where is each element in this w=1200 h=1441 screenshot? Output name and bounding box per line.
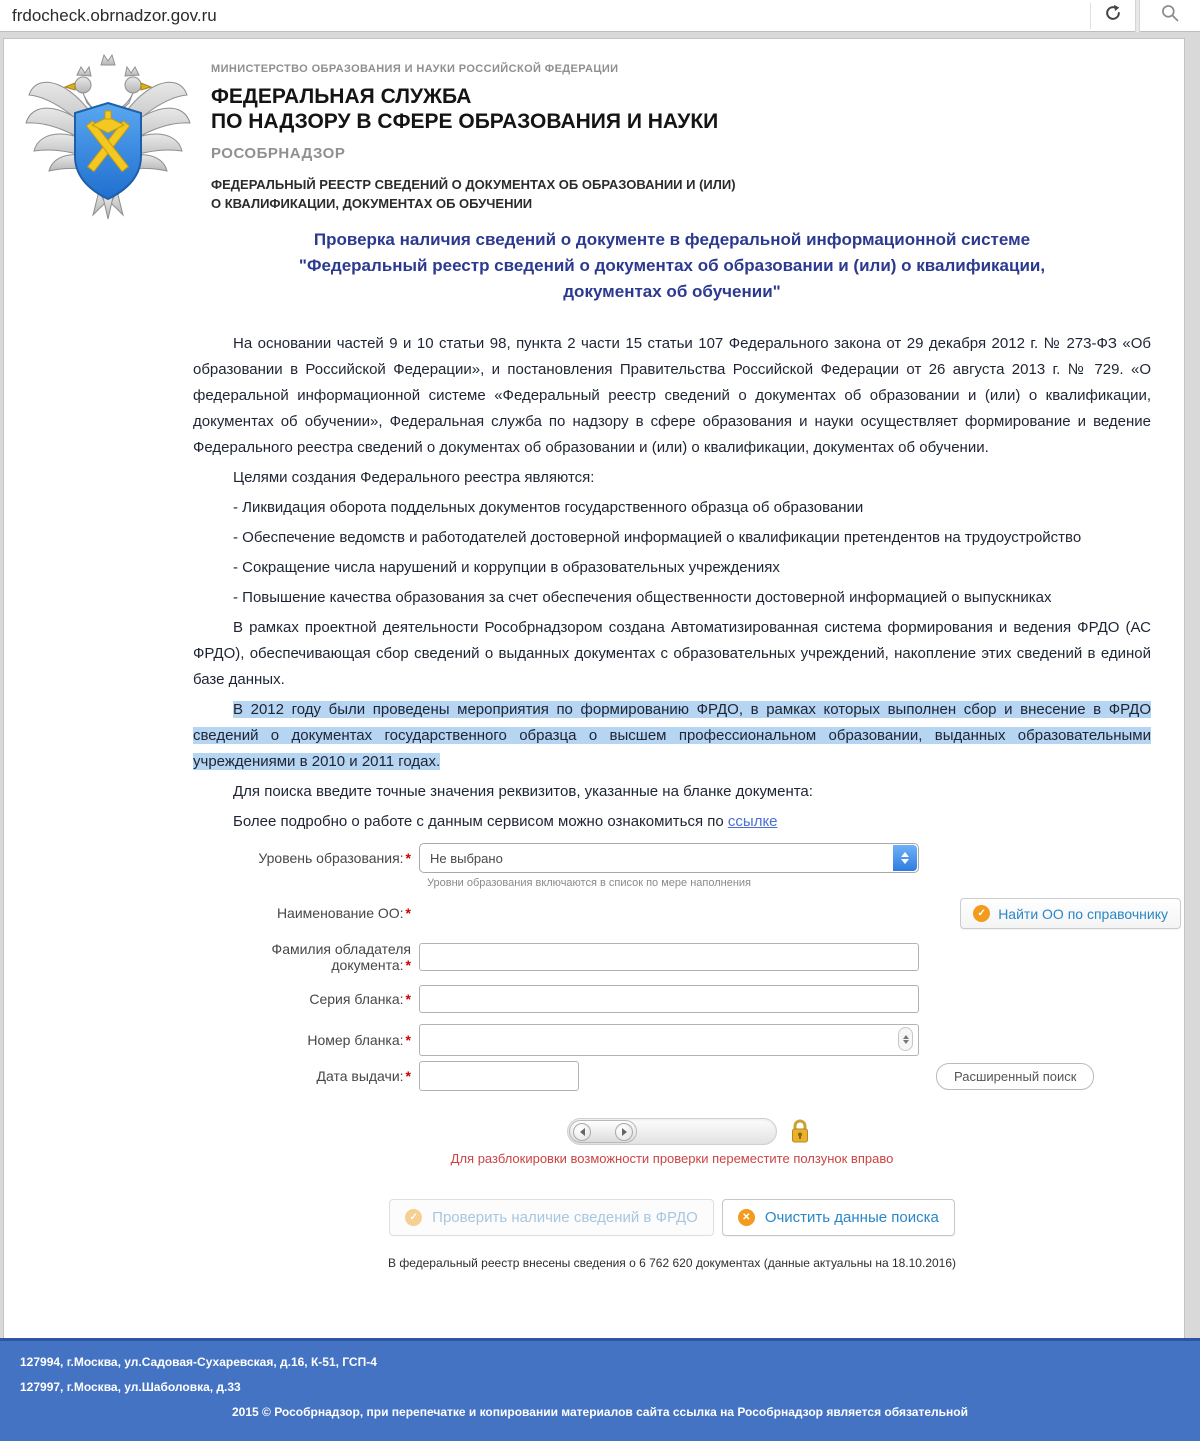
service-help-link[interactable]: ссылке — [727, 813, 778, 830]
goals-title: Целями создания Федерального реестра являются: — [233, 469, 595, 486]
site-footer — [0, 1338, 1200, 1441]
required-marker: * — [405, 957, 411, 973]
goal-item: - Повышение качества образования за счет обеспечения общественности достоверной информацией о выпускниках — [233, 589, 1052, 606]
footer-address-2: 127997, г.Москва, ул.Шаболовка, д.33 — [20, 1380, 241, 1394]
page-panel — [3, 38, 1185, 1338]
header-text-block — [197, 51, 736, 219]
slider-right-arrow-icon[interactable] — [615, 1123, 633, 1141]
issue-date-input[interactable] — [419, 1061, 579, 1091]
page-title: Проверка наличия сведений о документе в федеральной информационной системе "Федеральный реестр сведений о документах об образовании и (или) о квалификации, документах об обучении" — [298, 230, 1046, 301]
unlock-slider-handle[interactable] — [569, 1120, 637, 1143]
required-marker: * — [405, 1032, 411, 1048]
registry-name: ФЕДЕРАЛЬНЫЙ РЕЕСТР СВЕДЕНИЙ О ДОКУМЕНТАХ ОБ ОБРАЗОВАНИИ И (ИЛИ) О КВАЛИФИКАЦИИ, ДОКУМЕНТАХ ОБ ОБУЧЕНИИ — [211, 177, 736, 211]
find-org-button[interactable]: ✓ Найти ОО по справочнику — [960, 898, 1181, 929]
main-content — [193, 227, 1168, 1270]
number-input[interactable] — [419, 1024, 919, 1056]
search-button[interactable] — [1140, 0, 1200, 32]
select-stepper-icon — [893, 845, 917, 871]
actions-row — [193, 1199, 1151, 1236]
required-marker: * — [405, 991, 411, 1007]
slider-left-arrow-icon[interactable] — [573, 1123, 591, 1141]
ministry-name: МИНИСТЕРСТВО ОБРАЗОВАНИЯ И НАУКИ РОССИЙСКОЙ ФЕДЕРАЦИИ — [211, 63, 619, 75]
footer-copyright: 2015 © Рособрнадзор, при перепечатке и копировании материалов сайта ссылка на Рособрнадзор является обязательной — [232, 1405, 968, 1419]
service-name: ФЕДЕРАЛЬНАЯ СЛУЖБА ПО НАДЗОРУ В СФЕРЕ ОБРАЗОВАНИЯ И НАУКИ — [211, 85, 719, 133]
number-label: Номер бланка: * — [307, 1032, 411, 1048]
check-frdo-button[interactable]: ✓ Проверить наличие сведений в ФРДО — [389, 1199, 714, 1236]
org-name-row — [193, 898, 1168, 928]
rosobrnadzor-emblem-logo — [19, 51, 197, 219]
issue-date-row — [193, 1061, 1151, 1091]
education-level-note: Уровни образования включаются в список по мере наполнения — [427, 877, 752, 889]
goal-item: - Обеспечение ведомств и работодателей достоверной информацией о квалификации претендентов на трудоустройство — [233, 529, 1082, 546]
surname-row — [193, 941, 1151, 973]
series-row — [193, 985, 1151, 1013]
goal-item: - Сокращение числа нарушений и коррупции в образовательных учреждениях — [233, 559, 780, 576]
issue-date-label: Дата выдачи: * — [316, 1068, 411, 1084]
required-marker: * — [405, 850, 411, 866]
unlock-slider-track[interactable] — [567, 1118, 777, 1145]
footer-address-1: 127994, г.Москва, ул.Садовая-Сухаревская, д.16, К-51, ГСП-4 — [20, 1355, 377, 1369]
service-short-name: РОСОБРНАДЗОР — [211, 145, 346, 162]
slider-hint-text: Для разблокировки возможности проверки переместите ползунок вправо — [450, 1151, 894, 1166]
unlock-slider-section — [193, 1118, 1151, 1145]
search-icon — [1160, 3, 1180, 28]
education-level-row — [193, 843, 1151, 873]
more-info-line: Более подробно о работе с данным сервисом можно ознакомиться по ссылке — [233, 813, 778, 830]
intro-paragraph: На основании частей 9 и 10 статьи 98, пункта 2 части 15 статьи 107 Федерального закона от 29 декабря 2012 г. № 273-ФЗ «Об образовании в Российской Федерации», и постановления Правительства Российской Федерации от 26 августа 2013 г. № 729. «О федеральной информационной системе «Федеральный реестр сведений о документах об образовании и (или) о квалификации, документах об обучении», Федеральная служба по надзору в сфере образования и науки осуществляет формирование и ведение Федерального реестра сведений о документах об образовании и (или) о квалификации, документах об обучении. — [193, 335, 1151, 456]
series-input[interactable] — [419, 985, 919, 1013]
number-spinner-icon[interactable] — [898, 1027, 913, 1051]
highlighted-paragraph: В 2012 году были проведены мероприятия по формированию ФРДО, в рамках которых выполнен сбор и внесение в ФРДО сведений о документах государственного образца о высшем профессиональном образовании, выданных образовательными учреждениями в 2010 и 2011 годах. — [193, 701, 1151, 770]
lock-icon — [790, 1119, 810, 1144]
education-level-select[interactable] — [419, 843, 919, 873]
registry-stats-text: В федеральный реестр внесены сведения о 6 762 620 документах (данные актуальны на 18.10.2016) — [387, 1256, 957, 1270]
reload-button[interactable] — [1091, 0, 1135, 32]
education-level-value: Не выбрано — [430, 850, 503, 866]
advanced-search-button[interactable]: Расширенный поиск — [936, 1063, 1094, 1090]
frdo-paragraph: В рамках проектной деятельности Рособрнадзором создана Автоматизированная система формирования и ведения ФРДО (АС ФРДО), обеспечивающая сбор сведений о выданных документах с образовательных учреждений, накопление этих сведений в единой базе данных. — [193, 619, 1151, 688]
required-marker: * — [405, 905, 411, 921]
surname-input[interactable] — [419, 943, 919, 971]
required-marker: * — [405, 1068, 411, 1084]
check-circle-icon: ✓ — [973, 905, 990, 922]
surname-label: Фамилия обладателя документа: * — [271, 941, 411, 973]
close-circle-icon: ✕ — [738, 1209, 755, 1226]
goal-item: - Ликвидация оборота поддельных документов государственного образца об образовании — [233, 499, 864, 516]
search-instruction: Для поиска введите точные значения реквизитов, указанные на бланке документа: — [233, 783, 813, 800]
url-field[interactable]: frdocheck.obrnadzor.gov.ru — [12, 5, 217, 25]
browser-address-bar — [0, 0, 1200, 32]
clear-search-button[interactable]: ✕ Очистить данные поиска — [722, 1199, 955, 1236]
number-row — [193, 1024, 1151, 1056]
document-search-form — [193, 843, 1168, 1270]
check-circle-icon: ✓ — [405, 1209, 422, 1226]
education-level-label: Уровень образования: * — [258, 850, 411, 866]
org-name-label: Наименование ОО: * — [276, 905, 411, 921]
series-label: Серия бланка: * — [309, 991, 411, 1007]
reload-icon — [1103, 3, 1123, 28]
site-header — [4, 39, 1184, 219]
